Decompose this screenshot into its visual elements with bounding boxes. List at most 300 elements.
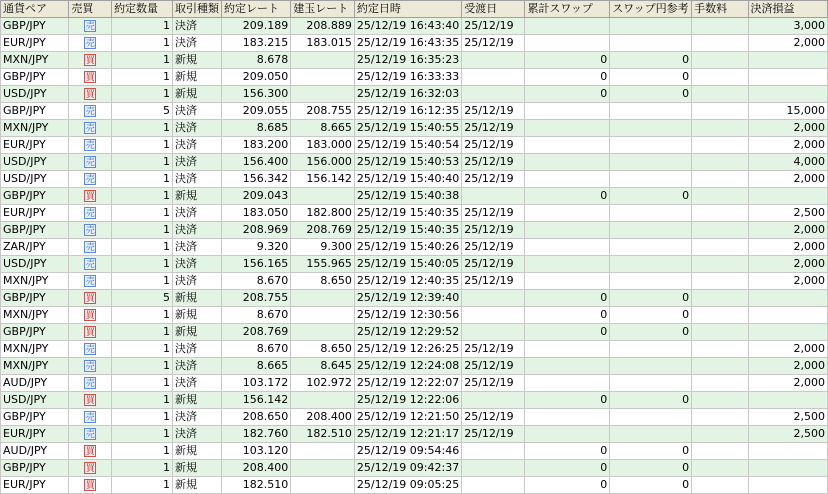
- swap-ref-cell: 0: [610, 392, 692, 409]
- rate-cell: 103.172: [222, 375, 291, 392]
- fee-cell: [692, 273, 748, 290]
- pair-cell: USD/JPY: [1, 86, 69, 103]
- settle-date-cell: [462, 443, 525, 460]
- qty-cell: 1: [112, 392, 173, 409]
- qty-cell: 1: [112, 477, 173, 494]
- fee-cell: [692, 35, 748, 52]
- table-row[interactable]: [1, 392, 828, 409]
- swap-cell: 0: [525, 392, 610, 409]
- rate-cell: 8.665: [222, 358, 291, 375]
- position-rate-cell: 182.800: [291, 205, 355, 222]
- pair-cell: GBP/JPY: [1, 188, 69, 205]
- datetime-cell: 25/12/19 16:43:35: [354, 35, 461, 52]
- position-rate-cell: 155.965: [291, 256, 355, 273]
- type-cell: 決済: [173, 120, 222, 137]
- fee-cell: [692, 86, 748, 103]
- table-row[interactable]: [1, 120, 828, 137]
- fee-cell: [692, 409, 748, 426]
- swap-cell: [525, 341, 610, 358]
- type-cell: 新規: [173, 460, 222, 477]
- table-row[interactable]: [1, 443, 828, 460]
- sell-badge: 売: [85, 379, 95, 389]
- type-cell: 決済: [173, 426, 222, 443]
- buy-badge: 買: [85, 464, 95, 474]
- datetime-cell: 25/12/19 12:39:40: [354, 290, 461, 307]
- swap-ref-cell: [610, 409, 692, 426]
- fee-cell: [692, 205, 748, 222]
- col-header-type[interactable]: 取引種類: [173, 1, 222, 18]
- buy-badge: 買: [85, 481, 95, 491]
- qty-cell: 1: [112, 52, 173, 69]
- datetime-cell: 25/12/19 12:22:07: [354, 375, 461, 392]
- side-cell: [69, 188, 112, 205]
- rate-cell: 208.400: [222, 460, 291, 477]
- table-row[interactable]: [1, 324, 828, 341]
- fee-cell: [692, 392, 748, 409]
- swap-ref-cell: 0: [610, 290, 692, 307]
- position-rate-cell: 8.665: [291, 120, 355, 137]
- rate-cell: 182.760: [222, 426, 291, 443]
- table-row[interactable]: [1, 154, 828, 171]
- side-cell: [69, 256, 112, 273]
- col-header-pl[interactable]: 決済損益: [748, 1, 827, 18]
- sell-badge: 売: [85, 107, 95, 117]
- datetime-cell: 25/12/19 16:32:03: [354, 86, 461, 103]
- rate-cell: 183.200: [222, 137, 291, 154]
- type-cell: 決済: [173, 409, 222, 426]
- table-body: [1, 18, 828, 494]
- type-cell: 決済: [173, 137, 222, 154]
- side-cell: [69, 443, 112, 460]
- fee-cell: [692, 460, 748, 477]
- col-header-side[interactable]: 売買: [69, 1, 112, 18]
- swap-cell: [525, 18, 610, 35]
- settle-date-cell: 25/12/19: [462, 409, 525, 426]
- table-row[interactable]: [1, 188, 828, 205]
- datetime-cell: 25/12/19 15:40:53: [354, 154, 461, 171]
- pair-cell: ZAR/JPY: [1, 239, 69, 256]
- pair-cell: USD/JPY: [1, 154, 69, 171]
- table-row[interactable]: [1, 375, 828, 392]
- pl-cell: 2,000: [748, 273, 827, 290]
- pl-cell: 2,000: [748, 171, 827, 188]
- type-cell: 決済: [173, 171, 222, 188]
- pair-cell: GBP/JPY: [1, 222, 69, 239]
- swap-ref-cell: [610, 154, 692, 171]
- rate-cell: 182.510: [222, 477, 291, 494]
- settle-date-cell: 25/12/19: [462, 205, 525, 222]
- sell-badge: 売: [85, 124, 95, 134]
- col-header-swap[interactable]: 累計スワップ: [525, 1, 610, 18]
- rate-cell: 209.055: [222, 103, 291, 120]
- qty-cell: 1: [112, 154, 173, 171]
- pair-cell: USD/JPY: [1, 256, 69, 273]
- table-row[interactable]: [1, 69, 828, 86]
- datetime-cell: 25/12/19 12:26:25: [354, 341, 461, 358]
- datetime-cell: 25/12/19 09:42:37: [354, 460, 461, 477]
- type-cell: 決済: [173, 222, 222, 239]
- sell-badge: 売: [85, 226, 95, 236]
- settle-date-cell: [462, 307, 525, 324]
- settle-date-cell: 25/12/19: [462, 358, 525, 375]
- rate-cell: 183.050: [222, 205, 291, 222]
- pair-cell: GBP/JPY: [1, 460, 69, 477]
- table-row[interactable]: [1, 290, 828, 307]
- swap-ref-cell: [610, 18, 692, 35]
- settle-date-cell: [462, 52, 525, 69]
- swap-ref-cell: [610, 256, 692, 273]
- fee-cell: [692, 341, 748, 358]
- side-cell: [69, 290, 112, 307]
- pair-cell: USD/JPY: [1, 171, 69, 188]
- pair-cell: EUR/JPY: [1, 137, 69, 154]
- buy-badge: 買: [85, 447, 95, 457]
- position-rate-cell: [291, 188, 355, 205]
- side-cell: [69, 273, 112, 290]
- pl-cell: 2,000: [748, 222, 827, 239]
- table-row[interactable]: [1, 222, 828, 239]
- qty-cell: 1: [112, 86, 173, 103]
- datetime-cell: 25/12/19 16:12:35: [354, 103, 461, 120]
- rate-cell: 209.043: [222, 188, 291, 205]
- pair-cell: USD/JPY: [1, 392, 69, 409]
- fee-cell: [692, 477, 748, 494]
- position-rate-cell: 208.769: [291, 222, 355, 239]
- datetime-cell: 25/12/19 15:40:05: [354, 256, 461, 273]
- type-cell: 新規: [173, 443, 222, 460]
- pair-cell: MXN/JPY: [1, 120, 69, 137]
- swap-cell: [525, 426, 610, 443]
- position-rate-cell: [291, 307, 355, 324]
- qty-cell: 1: [112, 426, 173, 443]
- pair-cell: MXN/JPY: [1, 273, 69, 290]
- qty-cell: 1: [112, 460, 173, 477]
- pair-cell: GBP/JPY: [1, 69, 69, 86]
- settle-date-cell: 25/12/19: [462, 120, 525, 137]
- type-cell: 決済: [173, 205, 222, 222]
- pair-cell: EUR/JPY: [1, 477, 69, 494]
- pl-cell: 2,000: [748, 341, 827, 358]
- col-header-fee[interactable]: 手数料: [692, 1, 748, 18]
- datetime-cell: 25/12/19 12:29:52: [354, 324, 461, 341]
- swap-cell: [525, 205, 610, 222]
- col-header-swap-ref[interactable]: スワップ円参考: [610, 1, 692, 18]
- pl-cell: 2,000: [748, 137, 827, 154]
- sell-badge: 売: [85, 260, 95, 270]
- rate-cell: 156.400: [222, 154, 291, 171]
- qty-cell: 1: [112, 18, 173, 35]
- datetime-cell: 25/12/19 16:35:23: [354, 52, 461, 69]
- qty-cell: 5: [112, 103, 173, 120]
- position-rate-cell: [291, 52, 355, 69]
- qty-cell: 1: [112, 69, 173, 86]
- swap-cell: [525, 154, 610, 171]
- col-header-settle-date[interactable]: 受渡日: [462, 1, 525, 18]
- pl-cell: [748, 69, 827, 86]
- pair-cell: GBP/JPY: [1, 18, 69, 35]
- swap-cell: [525, 171, 610, 188]
- swap-cell: 0: [525, 477, 610, 494]
- sell-badge: 売: [85, 430, 95, 440]
- pl-cell: 2,500: [748, 409, 827, 426]
- rate-cell: 209.189: [222, 18, 291, 35]
- datetime-cell: 25/12/19 12:40:35: [354, 273, 461, 290]
- rate-cell: 9.320: [222, 239, 291, 256]
- fee-cell: [692, 103, 748, 120]
- swap-ref-cell: 0: [610, 477, 692, 494]
- pl-cell: [748, 443, 827, 460]
- position-rate-cell: 156.142: [291, 171, 355, 188]
- rate-cell: 8.670: [222, 341, 291, 358]
- pair-cell: MXN/JPY: [1, 358, 69, 375]
- settle-date-cell: 25/12/19: [462, 171, 525, 188]
- table-row[interactable]: [1, 52, 828, 69]
- pl-cell: [748, 307, 827, 324]
- table-row[interactable]: [1, 239, 828, 256]
- settle-date-cell: [462, 86, 525, 103]
- swap-cell: 0: [525, 52, 610, 69]
- type-cell: 新規: [173, 69, 222, 86]
- table-row[interactable]: [1, 426, 828, 443]
- qty-cell: 1: [112, 120, 173, 137]
- rate-cell: 8.670: [222, 307, 291, 324]
- type-cell: 新規: [173, 392, 222, 409]
- fee-cell: [692, 137, 748, 154]
- table-row[interactable]: [1, 103, 828, 120]
- datetime-cell: 25/12/19 15:40:38: [354, 188, 461, 205]
- datetime-cell: 25/12/19 12:24:08: [354, 358, 461, 375]
- side-cell: [69, 307, 112, 324]
- table-row[interactable]: [1, 341, 828, 358]
- swap-ref-cell: 0: [610, 307, 692, 324]
- col-header-pair[interactable]: 通貨ペア: [1, 1, 69, 18]
- swap-cell: [525, 375, 610, 392]
- swap-ref-cell: 0: [610, 324, 692, 341]
- sell-badge: 売: [85, 209, 95, 219]
- position-rate-cell: 183.000: [291, 137, 355, 154]
- settle-date-cell: 25/12/19: [462, 103, 525, 120]
- rate-cell: 8.670: [222, 273, 291, 290]
- pair-cell: GBP/JPY: [1, 290, 69, 307]
- table-row[interactable]: [1, 273, 828, 290]
- table-row[interactable]: [1, 307, 828, 324]
- side-cell: [69, 18, 112, 35]
- settle-date-cell: [462, 392, 525, 409]
- pl-cell: 2,000: [748, 375, 827, 392]
- table-row[interactable]: [1, 477, 828, 494]
- table-row[interactable]: [1, 205, 828, 222]
- col-header-rate[interactable]: 約定レート: [222, 1, 291, 18]
- sell-badge: 売: [85, 158, 95, 168]
- rate-cell: 208.755: [222, 290, 291, 307]
- qty-cell: 1: [112, 307, 173, 324]
- position-rate-cell: 208.400: [291, 409, 355, 426]
- pair-cell: GBP/JPY: [1, 324, 69, 341]
- swap-ref-cell: [610, 222, 692, 239]
- settle-date-cell: 25/12/19: [462, 222, 525, 239]
- position-rate-cell: [291, 443, 355, 460]
- settle-date-cell: [462, 290, 525, 307]
- datetime-cell: 25/12/19 15:40:26: [354, 239, 461, 256]
- fee-cell: [692, 375, 748, 392]
- settle-date-cell: 25/12/19: [462, 256, 525, 273]
- settle-date-cell: 25/12/19: [462, 18, 525, 35]
- position-rate-cell: 182.510: [291, 426, 355, 443]
- side-cell: [69, 239, 112, 256]
- type-cell: 決済: [173, 239, 222, 256]
- rate-cell: 156.142: [222, 392, 291, 409]
- settle-date-cell: [462, 69, 525, 86]
- type-cell: 新規: [173, 477, 222, 494]
- fee-cell: [692, 69, 748, 86]
- col-header-datetime[interactable]: 約定日時: [354, 1, 461, 18]
- pair-cell: GBP/JPY: [1, 409, 69, 426]
- datetime-cell: 25/12/19 15:40:35: [354, 205, 461, 222]
- datetime-cell: 25/12/19 09:54:46: [354, 443, 461, 460]
- fee-cell: [692, 324, 748, 341]
- table-row[interactable]: [1, 256, 828, 273]
- side-cell: [69, 426, 112, 443]
- position-rate-cell: 9.300: [291, 239, 355, 256]
- rate-cell: 208.650: [222, 409, 291, 426]
- side-cell: [69, 375, 112, 392]
- type-cell: 決済: [173, 18, 222, 35]
- pl-cell: [748, 392, 827, 409]
- table-row[interactable]: [1, 86, 828, 103]
- swap-ref-cell: [610, 358, 692, 375]
- swap-cell: [525, 222, 610, 239]
- swap-ref-cell: [610, 205, 692, 222]
- swap-ref-cell: [610, 273, 692, 290]
- pl-cell: 4,000: [748, 154, 827, 171]
- swap-ref-cell: [610, 35, 692, 52]
- datetime-cell: 25/12/19 16:33:33: [354, 69, 461, 86]
- type-cell: 新規: [173, 52, 222, 69]
- qty-cell: 1: [112, 35, 173, 52]
- datetime-cell: 25/12/19 15:40:35: [354, 222, 461, 239]
- swap-cell: [525, 273, 610, 290]
- buy-badge: 買: [85, 311, 95, 321]
- qty-cell: 1: [112, 205, 173, 222]
- position-rate-cell: [291, 392, 355, 409]
- pair-cell: AUD/JPY: [1, 375, 69, 392]
- side-cell: [69, 341, 112, 358]
- buy-badge: 買: [85, 396, 95, 406]
- qty-cell: 1: [112, 222, 173, 239]
- side-cell: [69, 358, 112, 375]
- rate-cell: 209.050: [222, 69, 291, 86]
- fee-cell: [692, 426, 748, 443]
- datetime-cell: 25/12/19 09:05:25: [354, 477, 461, 494]
- pl-cell: [748, 86, 827, 103]
- position-rate-cell: 208.889: [291, 18, 355, 35]
- swap-ref-cell: [610, 375, 692, 392]
- datetime-cell: 25/12/19 15:40:40: [354, 171, 461, 188]
- type-cell: 決済: [173, 154, 222, 171]
- swap-cell: [525, 137, 610, 154]
- position-rate-cell: 8.650: [291, 341, 355, 358]
- swap-ref-cell: [610, 120, 692, 137]
- type-cell: 決済: [173, 256, 222, 273]
- fee-cell: [692, 358, 748, 375]
- fee-cell: [692, 120, 748, 137]
- side-cell: [69, 409, 112, 426]
- qty-cell: 1: [112, 239, 173, 256]
- side-cell: [69, 103, 112, 120]
- settle-date-cell: 25/12/19: [462, 154, 525, 171]
- settle-date-cell: [462, 188, 525, 205]
- col-header-position-rate[interactable]: 建玉レート: [291, 1, 355, 18]
- table-row[interactable]: [1, 137, 828, 154]
- position-rate-cell: 8.650: [291, 273, 355, 290]
- datetime-cell: 25/12/19 12:30:56: [354, 307, 461, 324]
- table-row[interactable]: [1, 358, 828, 375]
- swap-ref-cell: [610, 137, 692, 154]
- table-row[interactable]: [1, 18, 828, 35]
- qty-cell: 1: [112, 137, 173, 154]
- side-cell: [69, 392, 112, 409]
- sell-badge: 売: [85, 243, 95, 253]
- datetime-cell: 25/12/19 12:22:06: [354, 392, 461, 409]
- swap-ref-cell: 0: [610, 86, 692, 103]
- pl-cell: 2,000: [748, 120, 827, 137]
- settle-date-cell: [462, 460, 525, 477]
- qty-cell: 1: [112, 409, 173, 426]
- sell-badge: 売: [85, 345, 95, 355]
- rate-cell: 208.969: [222, 222, 291, 239]
- side-cell: [69, 324, 112, 341]
- type-cell: 新規: [173, 188, 222, 205]
- position-rate-cell: [291, 290, 355, 307]
- table-row[interactable]: [1, 409, 828, 426]
- table-row[interactable]: [1, 35, 828, 52]
- qty-cell: 1: [112, 375, 173, 392]
- swap-ref-cell: [610, 341, 692, 358]
- pair-cell: AUD/JPY: [1, 443, 69, 460]
- settle-date-cell: [462, 324, 525, 341]
- position-rate-cell: [291, 324, 355, 341]
- fee-cell: [692, 154, 748, 171]
- sell-badge: 売: [85, 175, 95, 185]
- side-cell: [69, 477, 112, 494]
- position-rate-cell: [291, 86, 355, 103]
- qty-cell: 1: [112, 324, 173, 341]
- sell-badge: 売: [85, 362, 95, 372]
- swap-cell: [525, 103, 610, 120]
- side-cell: [69, 52, 112, 69]
- position-rate-cell: 208.755: [291, 103, 355, 120]
- swap-ref-cell: 0: [610, 443, 692, 460]
- table-row[interactable]: [1, 171, 828, 188]
- swap-cell: [525, 409, 610, 426]
- settle-date-cell: 25/12/19: [462, 239, 525, 256]
- buy-badge: 買: [85, 56, 95, 66]
- side-cell: [69, 222, 112, 239]
- position-rate-cell: 156.000: [291, 154, 355, 171]
- side-cell: [69, 69, 112, 86]
- pl-cell: 2,500: [748, 426, 827, 443]
- swap-ref-cell: 0: [610, 188, 692, 205]
- qty-cell: 1: [112, 188, 173, 205]
- swap-ref-cell: [610, 426, 692, 443]
- buy-badge: 買: [85, 90, 95, 100]
- sell-badge: 売: [85, 413, 95, 423]
- table-row[interactable]: [1, 460, 828, 477]
- side-cell: [69, 205, 112, 222]
- col-header-qty[interactable]: 約定数量: [112, 1, 173, 18]
- swap-cell: 0: [525, 460, 610, 477]
- buy-badge: 買: [85, 73, 95, 83]
